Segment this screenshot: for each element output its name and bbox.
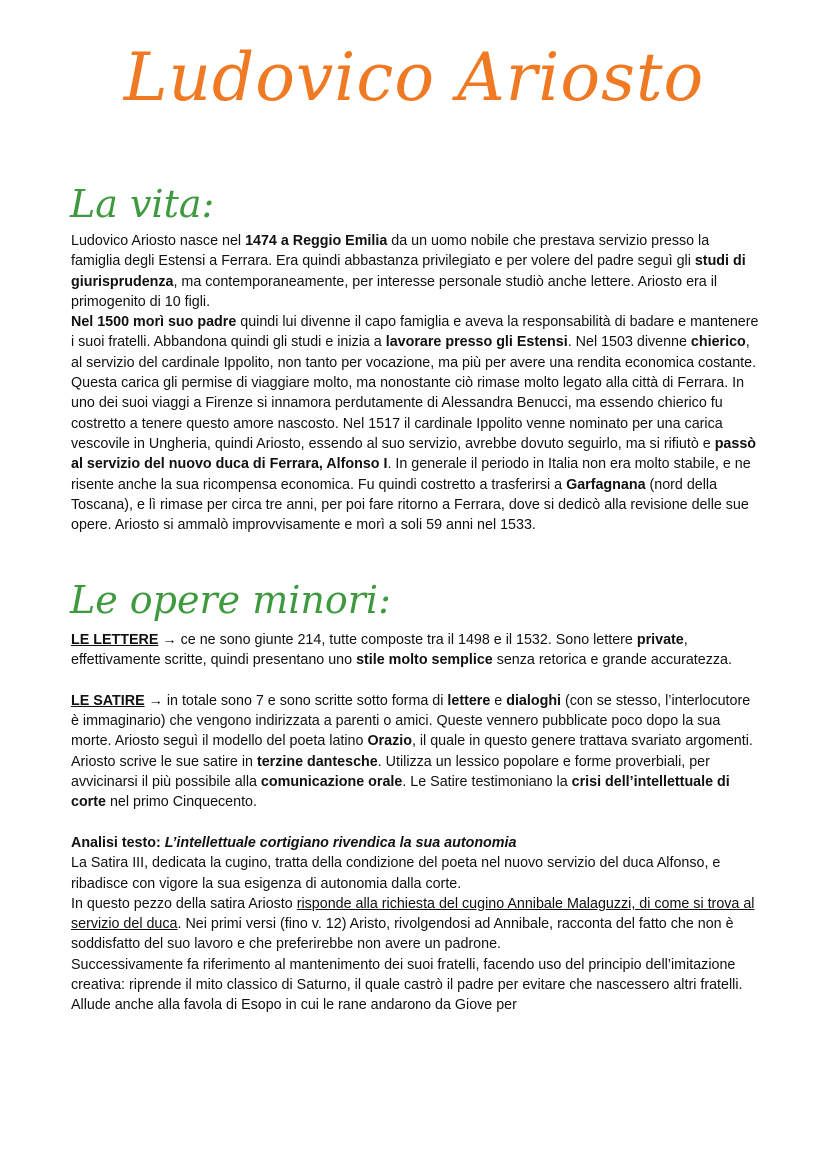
paragraph — [71, 853, 761, 894]
text-run: . Le Satire testimoniano la — [402, 774, 572, 791]
paragraph — [71, 894, 761, 955]
text-run: senza retorica e grande accuratezza. — [492, 652, 732, 669]
section-body-opere-minori — [71, 630, 761, 1016]
paragraph-satire — [71, 691, 761, 813]
bold-text: crisi dell’intellettuale di corte — [71, 774, 730, 811]
bold-text: Nel 1500 morì suo padre — [71, 314, 237, 331]
text-run: . Nel 1503 divenne — [567, 334, 691, 351]
text-run: Ludovico Ariosto nasce nel — [71, 233, 246, 249]
bold-text: lettere — [447, 692, 491, 709]
text-run: , ma contemporaneamente, per interesse personale studiò anche lettere. Ariosto era il primogenito di 10 figli. — [71, 273, 718, 310]
underlined-text: LE LETTERE — [71, 632, 159, 648]
bold-text: L’intellettuale cortigiano rivendica la sua autonomia — [164, 834, 517, 851]
page-title: Ludovico Ariosto — [123, 39, 705, 116]
section-heading-opere-minori: Le opere minori: — [70, 578, 391, 622]
bold-text: Garfagnana — [566, 476, 646, 493]
bold-text: passò al servizio del nuovo duca di Ferrara, Alfonso I — [71, 435, 757, 473]
section-heading-vita: La vita: — [70, 182, 215, 226]
text-run: , effettivamente scritte, quindi presentano uno — [71, 632, 688, 669]
analisi-title — [71, 833, 761, 853]
text-run: → in totale sono 7 e sono scritte sotto forma di — [144, 692, 448, 709]
text-run: quindi lui divenne il capo famiglia e aveva la responsabilità di badare e mantenere i suoi fratelli. Abbandona quindi gli studi e inizia a — [71, 314, 759, 351]
bold-text: 1474 a Reggio Emilia — [245, 233, 388, 249]
bold-text: chierico — [690, 334, 746, 351]
paragraph-lettere — [71, 630, 761, 671]
bold-text: lavorare presso gli Estensi — [385, 334, 568, 351]
section-body-vita — [71, 231, 761, 535]
text-run: (nord della Toscana), e lì rimase per circa tre anni, per poi fare ritorno a Ferrara, dove si dedicò alla revisione delle sue opere. Ariosto si ammalò improvvisamente e morì a soli 59 anni nel 1533. — [71, 476, 749, 534]
bold-text: studi di giurisprudenza — [71, 253, 746, 290]
bold-text: Orazio — [367, 733, 412, 750]
text-run: Successivamente fa riferimento al mantenimento dei suoi fratelli, facendo uso del principio dell’imitazione creativa: riprende il mito classico di Saturno, il quale castrò il padre per evitare che nascessero altri fratelli. Allude anche alla favola di Esopo in cui le rane andarono da Giove per — [71, 956, 743, 1014]
text-run: da un uomo nobile che prestava servizio presso la famiglia degli Estensi a Ferrara. Era quindi abbastanza privilegiato e per volere del padre seguì gli — [71, 233, 710, 270]
text-run: . Nei primi versi (fino v. 12) Aristo, rivolgendosi ad Annibale, racconta del fatto che non è soddisfatto del suo lavoro e che preferirebbe non avere un padrone. — [71, 916, 734, 953]
text-run: La Satira III, dedicata la cugino, tratta della condizione del poeta nel nuovo servizio del duca Alfonso, e ribadisce con vigore la sua esigenza di autonomia dalla corte. — [71, 855, 721, 892]
text-run: e — [490, 692, 507, 709]
text-run: In questo pezzo della satira Ariosto — [71, 895, 297, 912]
paragraph — [71, 955, 761, 1016]
bold-text: terzine dantesche — [256, 753, 378, 770]
bold-text: Analisi testo: — [71, 834, 165, 851]
bold-text: private — [636, 632, 684, 648]
text-run: nel primo Cinquecento. — [105, 794, 257, 811]
text-run: , al servizio del cardinale Ippolito, non tanto per vocazione, ma più per avere una rendita economica costante. Questa carica gli permise di viaggiare molto, ma nonostante ciò rimase molto legato alla città di Ferrara. In uno dei suoi viaggi a Firenze si innamora perdutamente di Alessandra Benucci, ma essendo chierico fu costretto a tenere questo amore nascosto. Nel 1517 il cardinale Ippolito venne nominato per una carica vescovile in Ungheria, quindi Ariosto, essendo al suo servizio, avrebbe dovuto seguirlo, ma si rifiutò e — [71, 334, 757, 452]
bold-text: dialoghi — [506, 692, 562, 709]
bold-text: stile molto semplice — [356, 652, 493, 669]
text-run: → ce ne sono giunte 214, tutte composte tra il 1498 e il 1532. Sono lettere — [158, 632, 637, 648]
bold-text: comunicazione orale — [260, 774, 403, 791]
text-run: , il quale in questo genere trattava svariato argomenti. Ariosto scrive le sue satire in — [71, 733, 753, 770]
text-run: . In generale il periodo in Italia non era molto stabile, e ne risente anche la sua ricompensa economica. Fu quindi costretto a trasferirsi a — [71, 456, 751, 493]
paragraph — [71, 231, 761, 312]
paragraph — [71, 312, 761, 535]
underlined-text: risponde alla richiesta del cugino Annibale Malaguzzi, di come si trova al servizio del duca — [71, 895, 755, 933]
text-run: (con se stesso, l’interlocutore è immaginario) che vengono indirizzata a parenti o amici. Queste vennero pubblicate poco dopo la sua morte. Ariosto seguì il modello del poeta latino — [71, 692, 751, 750]
text-run: . Utilizza un lessico popolare e forme proverbiali, per avvicinarsi il più possibile alla — [71, 753, 710, 791]
underlined-text: LE SATIRE — [71, 692, 145, 709]
